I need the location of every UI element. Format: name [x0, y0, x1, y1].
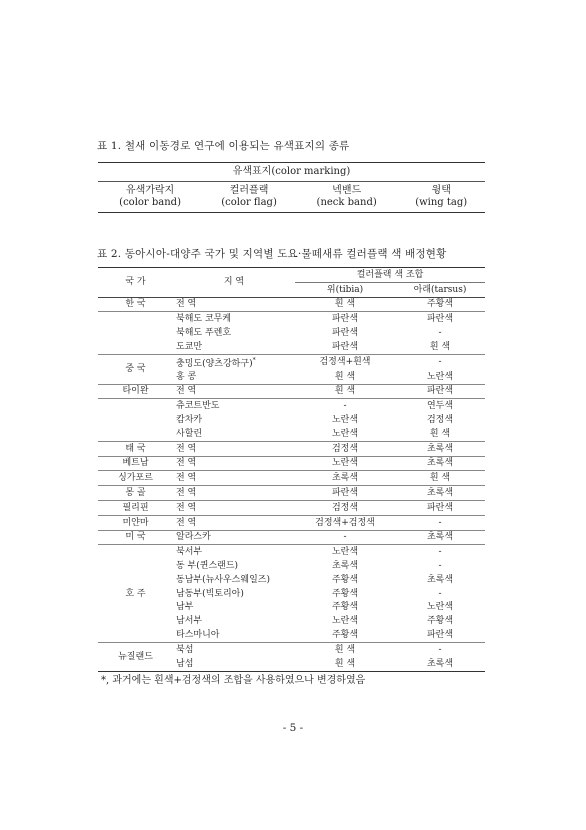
region-cell: 츄코트반도 [173, 399, 295, 413]
region-cell: 북섬 [173, 642, 295, 656]
tibia-color-cell: - [295, 399, 395, 413]
tarsus-color-cell: 연두색 [395, 399, 485, 413]
tibia-color-cell: 주황색 [331, 602, 359, 613]
page-number: - 5 - [282, 722, 304, 734]
region-cell: 전 역 [173, 471, 295, 486]
tarsus-color-cell: 파란색 [426, 630, 454, 641]
region-cell: 남서부 [176, 616, 203, 627]
country-cell: 베트남 [98, 456, 173, 471]
header-region: 지 역 [173, 268, 295, 298]
header-color-combo: 컬러플랙 색 조합 [295, 268, 485, 283]
country-cell: 뉴질랜드 [98, 642, 173, 671]
tibia-color-cell: 흰 색 [334, 371, 356, 382]
region-cell: 전 역 [173, 297, 295, 312]
tibia-color-cell: 노란색 [331, 616, 359, 627]
tibia-color-cell: 주황색 [331, 630, 359, 641]
region-cell: 도쿄만 [176, 341, 203, 352]
table-row [98, 456, 485, 471]
region-cell: 홍 콩 [176, 371, 197, 382]
table-row [98, 530, 485, 545]
tibia-color-cell: 검정색+검정색 [295, 515, 395, 530]
tibia-color-cell: 흰 색 [295, 297, 395, 312]
header-tarsus: 아래(tarsus) [395, 282, 485, 297]
color-marking-table [98, 162, 485, 213]
country-cell: 싱가포르 [98, 471, 173, 486]
region-cell: 충밍도(양츠강하구)* [173, 354, 295, 370]
table1-header: 유색표지(color marking) [98, 163, 485, 182]
region-cell: 남부 [176, 602, 194, 613]
tibia-color-cell: 노란색 [295, 456, 395, 471]
header-tibia: 위(tibia) [295, 282, 395, 297]
table-row [98, 384, 485, 399]
region-cell: 북해도 코무케 [173, 312, 295, 326]
table-row [98, 399, 485, 413]
table-row [98, 642, 485, 656]
tarsus-color-cell: - [438, 588, 442, 599]
tibia-color-cell: 흰 색 [295, 384, 395, 399]
tarsus-color-cell: 초록색 [395, 657, 485, 671]
table-row [98, 515, 485, 530]
tibia-color-cell: 파란색 [295, 486, 395, 501]
tarsus-color-cell: - [395, 545, 485, 559]
tibia-color-cell: 파란색 [331, 341, 359, 352]
table-row [98, 471, 485, 486]
country-cell: 미얀마 [98, 515, 173, 530]
tarsus-color-cell: 파란색 [395, 500, 485, 515]
table-row [98, 545, 485, 559]
footnote-marker: * [252, 356, 256, 364]
region-cell: 전 역 [173, 500, 295, 515]
country-cell: 몽 골 [98, 486, 173, 501]
tarsus-color-cell: 노란색 [426, 371, 454, 382]
region-cell: 알라스카 [173, 530, 295, 545]
tarsus-color-cell: 파란색 [395, 312, 485, 326]
tibia-color-cell: 노란색 [295, 545, 395, 559]
tibia-color-cell: 흰 색 [295, 642, 395, 656]
footnote: *, 과거에는 흰색+검정색의 조합을 사용하였으나 변경하였음 [101, 675, 366, 686]
region-cell: 남섬 [173, 657, 295, 671]
table-row [98, 486, 485, 501]
table2-caption: 표 2. 동아시아-대양주 국가 및 지역별 도요·물떼새류 컬러플랙 색 배정현황 [97, 248, 447, 260]
color-flag-assignment-table [98, 267, 485, 672]
tarsus-color-cell: 흰 색 [429, 341, 451, 352]
table-row [98, 297, 485, 312]
region-cell: 남동부(빅토리아) [176, 588, 244, 599]
region-cell: 사할린 [176, 428, 203, 439]
region-cell: 동남부(뉴사우스웨일즈) [176, 574, 270, 585]
table-row [98, 354, 485, 370]
marking-type-cell: 컬러플랙 (color flag) [202, 182, 296, 213]
tibia-color-cell: 주황색 [331, 574, 359, 585]
marking-type-cell: 윙택 (wing tag) [397, 182, 485, 213]
tarsus-color-cell: - [395, 642, 485, 656]
region-cell: 전 역 [173, 384, 295, 399]
tarsus-color-cell: 초록색 [395, 486, 485, 501]
country-cell [98, 312, 173, 354]
region-cell: 전 역 [173, 515, 295, 530]
country-cell: 중 국 [98, 354, 173, 384]
tibia-color-cell: 검정색 [295, 441, 395, 456]
region-cell: 캄차카 [176, 415, 203, 426]
tibia-color-cell: 흰 색 [295, 657, 395, 671]
tibia-color-cell: 검정색 [295, 500, 395, 515]
tarsus-color-cell: 흰 색 [395, 471, 485, 486]
table1-caption: 표 1. 철새 이동경로 연구에 이용되는 유색표지의 종류 [97, 140, 350, 152]
tibia-color-cell: 검정색+흰색 [295, 354, 395, 370]
marking-type-cell: 넥밴드 (neck band) [296, 182, 397, 213]
tarsus-color-cell: 주황색 [426, 616, 454, 627]
country-cell: 타이완 [98, 384, 173, 399]
region-cell: 동 부(퀸스랜드) [176, 561, 239, 572]
country-cell: 필리핀 [98, 500, 173, 515]
tarsus-color-cell: 파란색 [395, 384, 485, 399]
country-cell: 한 국 [98, 297, 173, 312]
region-cell: 전 역 [173, 486, 295, 501]
region-cell: 전 역 [173, 441, 295, 456]
tarsus-color-cell: - [438, 561, 442, 572]
tarsus-color-cell: 노란색 [426, 602, 454, 613]
region-cell: 북해도 푸렌호 [176, 328, 232, 339]
tarsus-color-cell: 주황색 [395, 297, 485, 312]
tarsus-color-cell: - [395, 354, 485, 370]
tibia-color-cell: 파란색 [295, 312, 395, 326]
tibia-color-cell: 노란색 [331, 428, 359, 439]
marking-type-cell: 유색가락지 (color band) [98, 182, 202, 213]
tarsus-color-cell: 초록색 [395, 441, 485, 456]
table-row [98, 441, 485, 456]
tibia-color-cell: 주황색 [331, 588, 359, 599]
country-cell [98, 399, 173, 441]
region-cell: 전 역 [173, 456, 295, 471]
country-cell: 호 주 [98, 545, 173, 643]
tarsus-color-cell: 검정색 [426, 415, 454, 426]
tarsus-color-cell: 초록색 [395, 530, 485, 545]
region-cell: 타스마니아 [176, 630, 220, 641]
tibia-color-cell: 노란색 [331, 415, 359, 426]
tarsus-color-cell: 초록색 [395, 456, 485, 471]
tibia-color-cell: 초록색 [331, 561, 359, 572]
tibia-color-cell: 초록색 [295, 471, 395, 486]
tibia-color-cell: 파란색 [331, 328, 359, 339]
tarsus-color-cell: 초록색 [426, 574, 454, 585]
region-cell: 북서부 [173, 545, 295, 559]
tibia-color-cell: - [295, 530, 395, 545]
country-cell: 미 국 [98, 530, 173, 545]
tarsus-color-cell: 흰 색 [429, 428, 451, 439]
table-row [98, 500, 485, 515]
country-cell: 태 국 [98, 441, 173, 456]
header-country: 국 가 [98, 268, 173, 298]
tarsus-color-cell: - [395, 515, 485, 530]
table-row [98, 312, 485, 326]
tarsus-color-cell: - [438, 328, 442, 339]
